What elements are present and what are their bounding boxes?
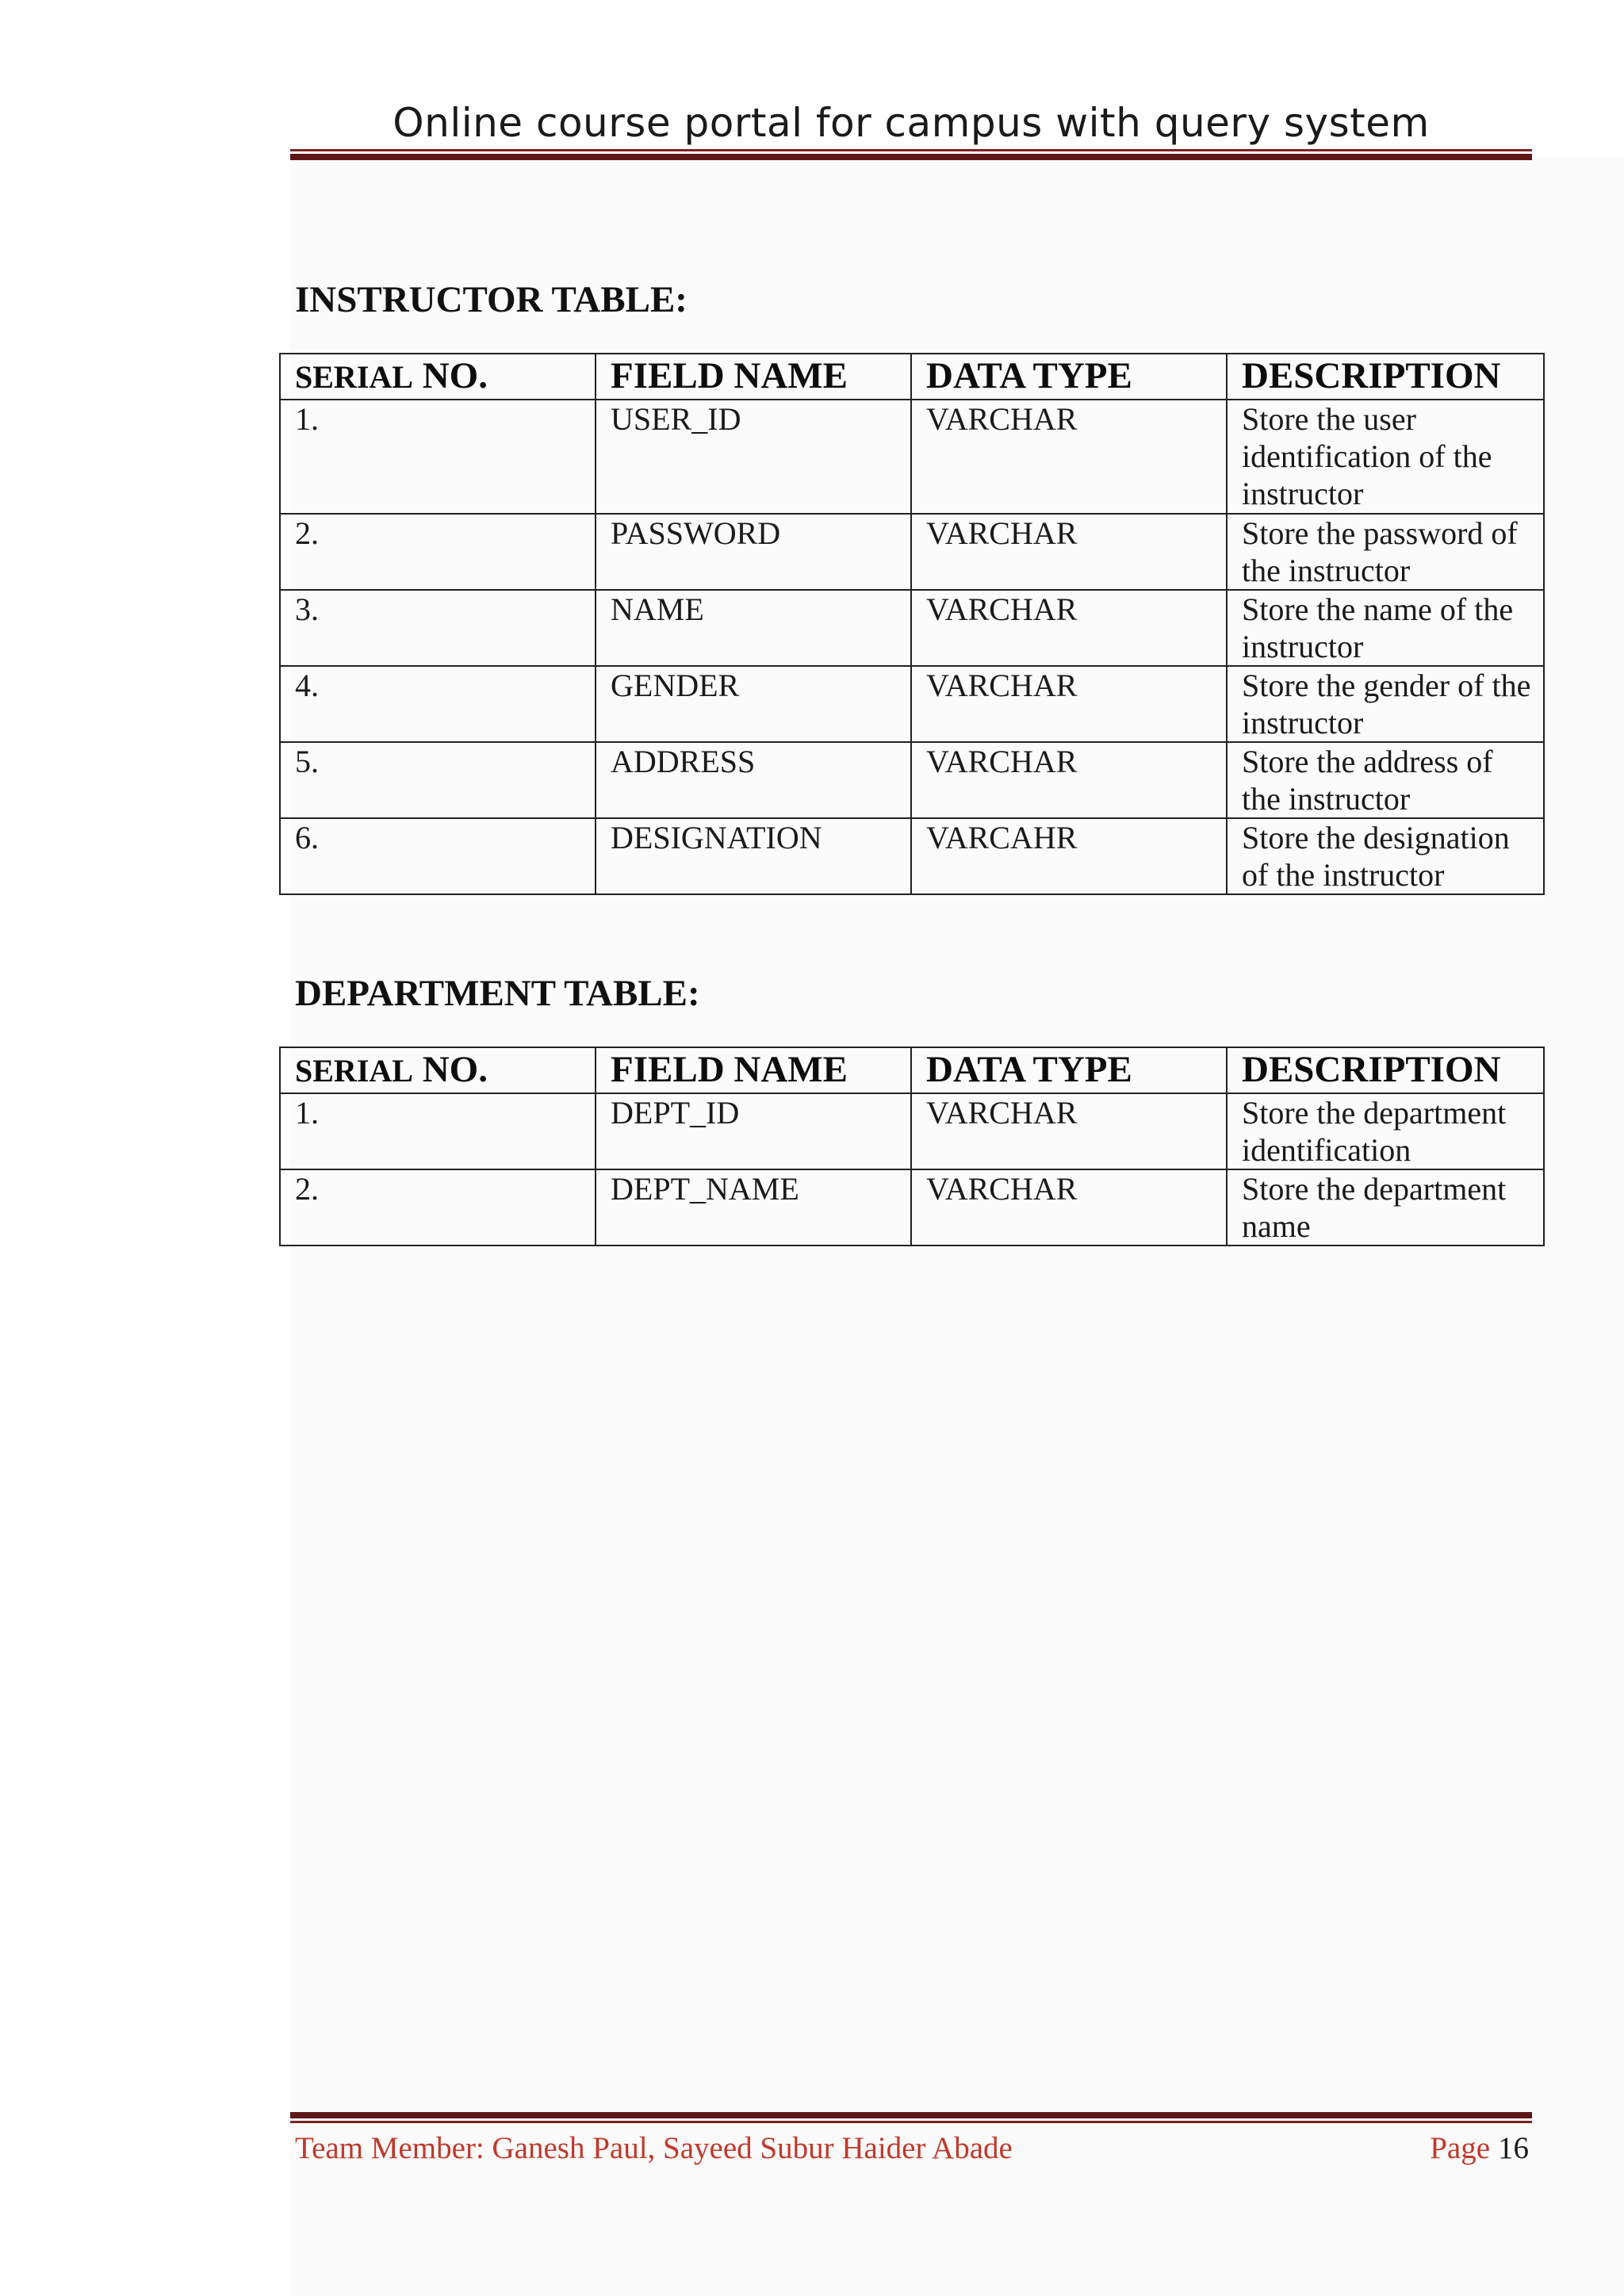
instructor-table-header-row (280, 354, 1544, 400)
cell-serial: 2. (280, 1169, 596, 1246)
cell-type: VARCHAR (911, 514, 1227, 590)
cell-serial: 1. (280, 400, 596, 514)
cell-field: DEPT_NAME (596, 1169, 911, 1246)
column-header-serial-lead: SERIAL (295, 359, 413, 395)
column-header-serial-lead: SERIAL (295, 1053, 413, 1089)
column-header-serial-rest: NO. (412, 355, 488, 396)
header-rule-thick (290, 154, 1532, 160)
cell-type: VARCHAR (911, 400, 1227, 514)
department-table (279, 1047, 1545, 1246)
cell-description: Store the user identification of the instructor (1227, 400, 1544, 514)
cell-description: Store the designation of the instructor (1227, 818, 1544, 894)
cell-type: VARCHAR (911, 666, 1227, 742)
cell-field: DESIGNATION (596, 818, 911, 894)
cell-type: VARCAHR (911, 818, 1227, 894)
cell-type: VARCHAR (911, 742, 1227, 818)
cell-description: Store the address of the instructor (1227, 742, 1544, 818)
table-row (280, 666, 1544, 742)
cell-description: Store the password of the instructor (1227, 514, 1544, 590)
cell-serial: 2. (280, 514, 596, 590)
table-row (280, 400, 1544, 514)
cell-serial: 5. (280, 742, 596, 818)
table-row (280, 818, 1544, 894)
cell-serial: 6. (280, 818, 596, 894)
cell-type: VARCHAR (911, 1093, 1227, 1169)
header-rule-thin (290, 149, 1532, 151)
cell-serial: 1. (280, 1093, 596, 1169)
cell-field: ADDRESS (596, 742, 911, 818)
footer-rule-thick (290, 2112, 1532, 2118)
cell-type: VARCHAR (911, 590, 1227, 666)
instructor-table (279, 353, 1545, 895)
cell-description: Store the department identification (1227, 1093, 1544, 1169)
cell-field: DEPT_ID (596, 1093, 911, 1169)
table-row (280, 514, 1544, 590)
cell-field: GENDER (596, 666, 911, 742)
page-header-title: Online course portal for campus with query system (393, 100, 1430, 146)
column-header-type: DATA TYPE (911, 1047, 1227, 1093)
table-row (280, 1093, 1544, 1169)
cell-serial: 4. (280, 666, 596, 742)
column-header-description: DESCRIPTION (1227, 1047, 1544, 1093)
column-header-field: FIELD NAME (596, 1047, 911, 1093)
page-label: Page (1430, 2131, 1490, 2165)
cell-type: VARCHAR (911, 1169, 1227, 1246)
cell-serial: 3. (280, 590, 596, 666)
cell-description: Store the department name (1227, 1169, 1544, 1246)
column-header-serial (280, 354, 596, 400)
cell-field: USER_ID (596, 400, 911, 514)
footer-rule-thin (290, 2121, 1532, 2123)
column-header-serial (280, 1047, 596, 1093)
table-row (280, 590, 1544, 666)
department-table-header-row (280, 1047, 1544, 1093)
table-row (280, 742, 1544, 818)
table-row (280, 1169, 1544, 1246)
cell-field: PASSWORD (596, 514, 911, 590)
department-table-title: DEPARTMENT TABLE: (295, 973, 700, 1014)
instructor-table-title: INSTRUCTOR TABLE: (295, 279, 688, 320)
cell-description: Store the gender of the instructor (1227, 666, 1544, 742)
column-header-field: FIELD NAME (596, 354, 911, 400)
page-number: 16 (1498, 2131, 1529, 2165)
footer-team-members: Team Member: Ganesh Paul, Sayeed Subur Haider Abade (295, 2131, 1013, 2165)
cell-description: Store the name of the instructor (1227, 590, 1544, 666)
cell-field: NAME (596, 590, 911, 666)
column-header-serial-rest: NO. (412, 1049, 488, 1090)
column-header-type: DATA TYPE (911, 354, 1227, 400)
column-header-description: DESCRIPTION (1227, 354, 1544, 400)
footer-page-number (1430, 2130, 1529, 2168)
